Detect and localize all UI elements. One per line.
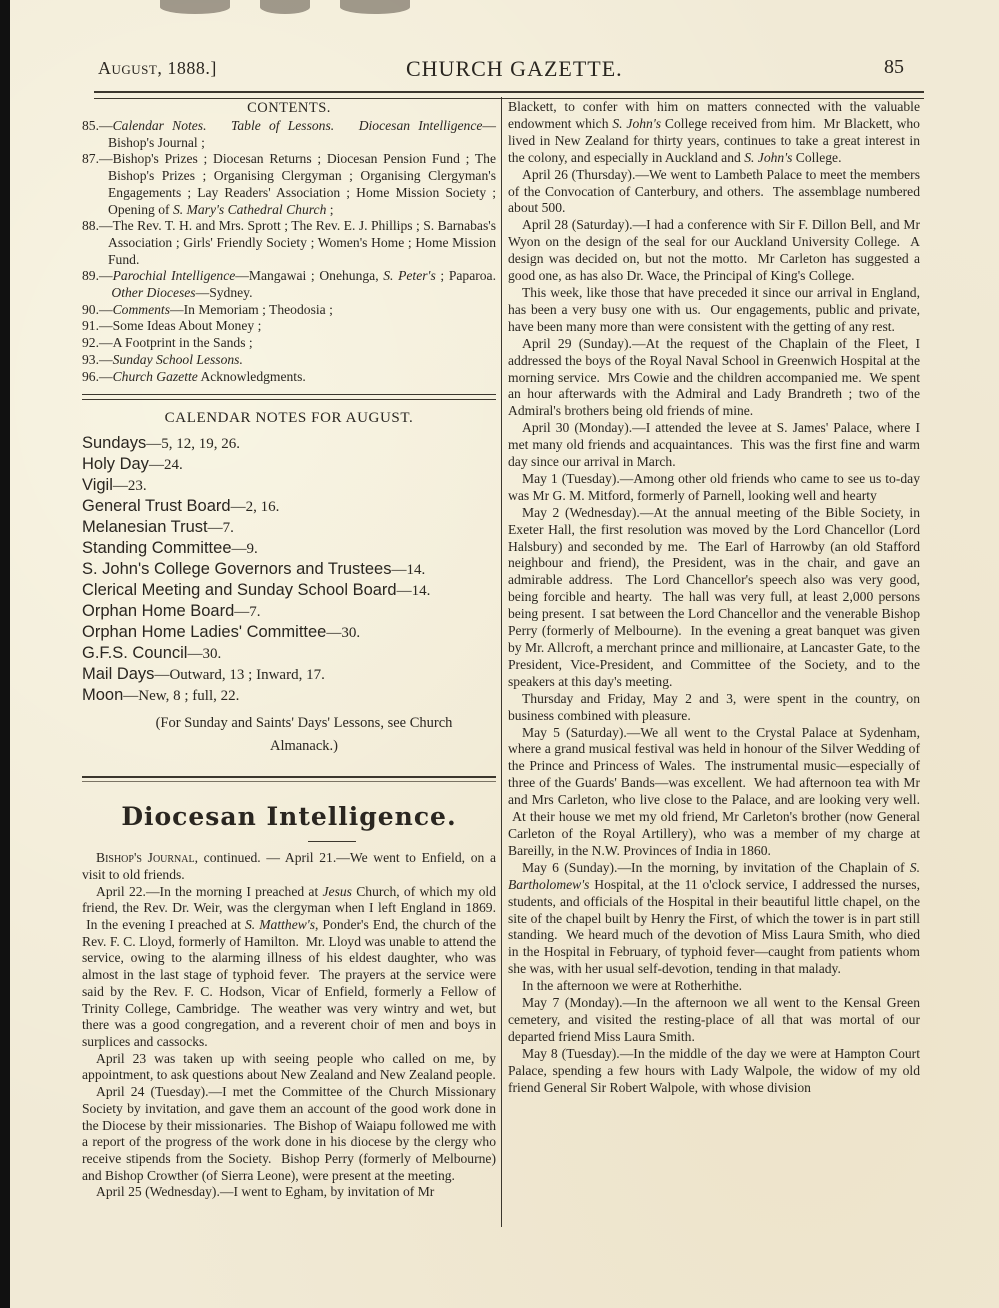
calendar-row	[82, 454, 496, 475]
header-rule	[94, 91, 924, 99]
journal-paragraph: May 2 (Wednesday).—At the annual meeting of the Bible Society, in Exeter Hall, the first resolution was moved by the Lord Chancellor (Lord Halsbury) and seconded by me. The Earl of Harrowby (an old Stafford neighbour and friend), the President, was in the chair, and gave an admirable address. The Lord Chancellor's speech also was very good, being forcible and hearty. The hall was very full, at least 2,000 persons being present. I sat between the Lord Chancellor and the venerable Bishop Perry (formerly of Melbourne). In the evening a great banquet was given by Mr. Allcroft, a merchant prince and millionaire, at Lancaster Gate, to the President, Vice-President, and Committee of the Society, and to the speakers at this day's meeting.	[508, 504, 920, 689]
calendar-row	[82, 643, 496, 664]
contents-title: CONTENTS.	[247, 100, 331, 116]
journal-paragraph: In the afternoon we were at Rotherhithe.	[522, 978, 743, 994]
calendar-label: Sundays	[82, 434, 147, 453]
calendar-row	[82, 517, 496, 538]
contents-item: 85.—Calendar Notes. Table of Lessons. Diocesan Intelligence— Bishop's Journal ;	[82, 118, 496, 150]
calendar-value: —14.	[391, 562, 426, 579]
calendar-label: Standing Committee	[82, 539, 232, 558]
journal-paragraph: Blackett, to confer with him on matters connected with the valuable endowment which S. John's College received from him. Mr Blackett, who lived in New Zealand for thirty years, continues to take a great interest in the colony, and especially in Auckland and S. John's College.	[508, 99, 920, 165]
journal-left	[82, 850, 496, 1201]
calendar-label: Moon	[82, 686, 124, 705]
calendar-value: —23.	[112, 478, 147, 495]
journal-paragraph: May 7 (Monday).—In the afternoon we all went to the Kensal Green cemetery, and visited the resting-place of all that was mortal of our departed friend Miss Laura Smith.	[508, 995, 920, 1044]
contents-item: 90.—Comments—In Memoriam ; Theodosia ;	[82, 301, 333, 317]
calendar-row	[82, 538, 496, 559]
journal-paragraph: April 23 was taken up with seeing people who called on me, by appointment, to ask questions about New Zealand and New Zealand people.	[82, 1050, 496, 1083]
gazette-page	[10, 0, 999, 1308]
calendar-list	[82, 433, 496, 706]
contents-item: 93.—Sunday School Lessons.	[82, 351, 243, 367]
section-rule	[82, 776, 496, 782]
calendar-row	[82, 664, 496, 685]
ink-stain	[340, 0, 410, 14]
calendar-row	[82, 496, 496, 517]
calendar-label: S. John's College Governors and Trustees	[82, 560, 392, 579]
page-number: 85	[884, 56, 904, 78]
journal-paragraph: April 22.—In the morning I preached at Jesus Church, of which my old friend, the Rev. Dr. Weir, was the clergyman when I left England in 1869. In the evening I preached at S. Matthew's, Ponder's End, the church of the Rev. F. C. Lloyd, formerly of Hamilton. Mr. Lloyd was unable to attend the service, owing to the alarming illness of his eldest daughter, who was almost in the last stage of typhoid fever. The prayers at the service were said by the Rev. F. C. Hodson, Vicar of Enfield, formerly a Fellow of Trinity College, Cambridge. The weather was very wintry and wet, but there was a good congregation, and a reverent choir of men and boys in surplices and cassocks.	[82, 883, 496, 1049]
contents-item: 87.—Bishop's Prizes ; Diocesan Returns ; Diocesan Pension Fund ; The Bishop's Prizes ; Organising Clergyman ; Organising Clergyman's Engagements ; Lay Readers' Association ; Home Mission Society ; Opening of S. Mary's Cathedral Church ;	[82, 151, 496, 217]
section-rule	[82, 394, 496, 400]
journal-paragraph: May 6 (Sunday).—In the morning, by invitation of the Chaplain of S. Bartholomew's Hospital, at the 11 o'clock service, I addressed the nurses, students, and officials of the Hospital in their beautiful little chapel, on the site of the chapel built by Henry the First, of which the tower is in part still standing. We heard much of the devotion of Miss Laura Smith, who died in the Hospital in February, of typhoid fever—caught from patients whom she was, with her usual self-devotion, tending in that malady.	[508, 859, 920, 977]
calendar-label: Mail Days	[82, 665, 155, 684]
calendar-label: Melanesian Trust	[82, 518, 208, 537]
journal-paragraph: Bishop's Journal, continued. — April 21.—We went to Enfield, on a visit to old friends.	[82, 850, 497, 882]
journal-paragraph: April 24 (Tuesday).—I met the Committee of the Church Missionary Society by invitation, and gave them an account of the good work done in the Diocese by their missionaries. The Bishop of Waiapu followed me with a report of the progress of the work done in his diocese by the clergy who receive stipends from the Society. Bishop Perry (formerly of Melbourne) and Bishop Crowther (of Sierra Leone), were present at the meeting.	[82, 1084, 496, 1183]
contents-item: 91.—Some Ideas About Money ;	[82, 318, 262, 334]
calendar-label: Holy Day	[82, 455, 149, 474]
journal-paragraph: April 25 (Wednesday).—I went to Egham, by invitation of Mr	[96, 1184, 435, 1200]
calendar-label: G.F.S. Council	[82, 644, 188, 663]
calendar-label: General Trust Board	[82, 497, 231, 516]
calendar-row	[82, 559, 496, 580]
calendar-value: —24.	[148, 457, 183, 474]
contents-item: 88.—The Rev. T. H. and Mrs. Sprott ; The Rev. E. J. Phillips ; S. Barnabas's Association ; Girls' Friendly Society ; Women's Home ; Home Mission Fund.	[82, 218, 496, 267]
ink-stain	[260, 0, 310, 14]
issue-date: August, 1888.]	[98, 58, 217, 78]
title-underline	[308, 841, 356, 842]
ink-stain	[160, 0, 230, 14]
calendar-row	[82, 433, 496, 454]
calendar-label: Clerical Meeting and Sunday School Board	[82, 581, 397, 600]
contents-item: 89.—Parochial Intelligence—Mangawai ; Onehunga, S. Peter's ; Paparoa. Other Dioceses—Sydney.	[82, 268, 496, 301]
calendar-value: —Outward, 13 ; Inward, 17.	[154, 667, 325, 684]
left-column	[82, 99, 496, 1201]
journal-paragraph: May 1 (Tuesday).—Among other old friends who came to see us to-day was Mr G. M. Mitford, formerly of Parnell, looking well and hearty	[508, 470, 920, 503]
calendar-label: Orphan Home Ladies' Committee	[82, 623, 327, 642]
journal-paragraph: May 8 (Tuesday).—In the middle of the day we were at Hampton Court Palace, spending a few hours with Lady Walpole, the widow of my old friend General Sir Robert Walpole, with whose division	[508, 1045, 920, 1095]
journal-paragraph: April 29 (Sunday).—At the request of the Chaplain of the Fleet, I addressed the boys of the Royal Naval School in Greenwich Hospital at the morning service. Mrs Cowie and the children accompanied me. We spent an hour afterwards with the Admiral and Lady Brandreth ; two of the Admiral's brothers being old friends of mine.	[508, 335, 920, 419]
calendar-row	[82, 475, 496, 496]
calendar-label: Orphan Home Board	[82, 602, 235, 621]
journal-paragraph: This week, like those that have preceded it since our arrival in England, has been a very busy one with us. Our engagements, public and private, have been many more than were consistent with the getting of any rest.	[508, 284, 920, 334]
contents-item: 92.—A Footprint in the Sands ;	[82, 335, 253, 351]
calendar-value: —14.	[396, 583, 431, 600]
calendar-value: —30.	[326, 625, 361, 642]
calendar-row	[82, 622, 496, 643]
journal-paragraph: May 5 (Saturday).—We all went to the Crystal Palace at Sydenham, where a grand musical festival was held in honour of the Silver Wedding of the Prince and Princess of Wales. The instrumental music—especially of three of the Guards' Bands—was excellent. We had afternoon tea with Mr and Mrs Carleton, who live close to the Palace, and are looking very well. At their house we met my old friend, Mr Carleton's brother (now General Carleton of the Royal Artillery), who was a member of my charge at Bareilly, in the N.W. Provinces of India in 1860.	[508, 724, 920, 858]
calendar-value: —30.	[187, 646, 222, 663]
right-column	[508, 99, 920, 1096]
column-divider	[501, 97, 502, 1227]
calendar-label: Vigil	[82, 476, 113, 495]
page-header	[98, 56, 904, 86]
calendar-value: —5, 12, 19, 26.	[146, 436, 240, 453]
calendar-value: —7.	[207, 520, 234, 537]
section-title: Diocesan Intelligence.	[121, 802, 457, 832]
publication-title: CHURCH GAZETTE.	[406, 56, 623, 81]
journal-paragraph: April 30 (Monday).—I attended the levee at S. James' Palace, where I met many old friends and acquaintances. This was the first fine and warm day since our arrival in March.	[508, 420, 920, 470]
calendar-value: —9.	[231, 541, 258, 558]
journal-right	[508, 99, 920, 1096]
contents-list	[82, 118, 496, 385]
calendar-row	[82, 580, 496, 601]
calendar-value: —New, 8 ; full, 22.	[123, 688, 240, 705]
journal-paragraph: April 28 (Saturday).—I had a conference with Sir F. Dillon Bell, and Mr Wyon on the design of the seal for our Auckland University College. A design was decided on, but not the motto. Mr Carleton has suggested a good one, as has also Dr. Wace, the Principal of King's College.	[508, 217, 920, 284]
calendar-value: —2, 16.	[230, 499, 280, 516]
journal-paragraph: Thursday and Friday, May 2 and 3, were spent in the country, on business combined with pleasure.	[508, 690, 920, 723]
calendar-note: (For Sunday and Saints' Days' Lessons, see Church Almanack.)	[155, 715, 453, 755]
calendar-row	[82, 601, 496, 622]
calendar-row	[82, 685, 496, 706]
calendar-value: —7.	[234, 604, 261, 621]
contents-item: 96.—Church Gazette Acknowledgments.	[82, 368, 306, 384]
journal-paragraph: April 26 (Thursday).—We went to Lambeth Palace to meet the members of the Convocation of Canterbury, and others. The assemblage numbered about 500.	[508, 166, 920, 216]
calendar-title: CALENDAR NOTES FOR AUGUST.	[164, 410, 414, 427]
